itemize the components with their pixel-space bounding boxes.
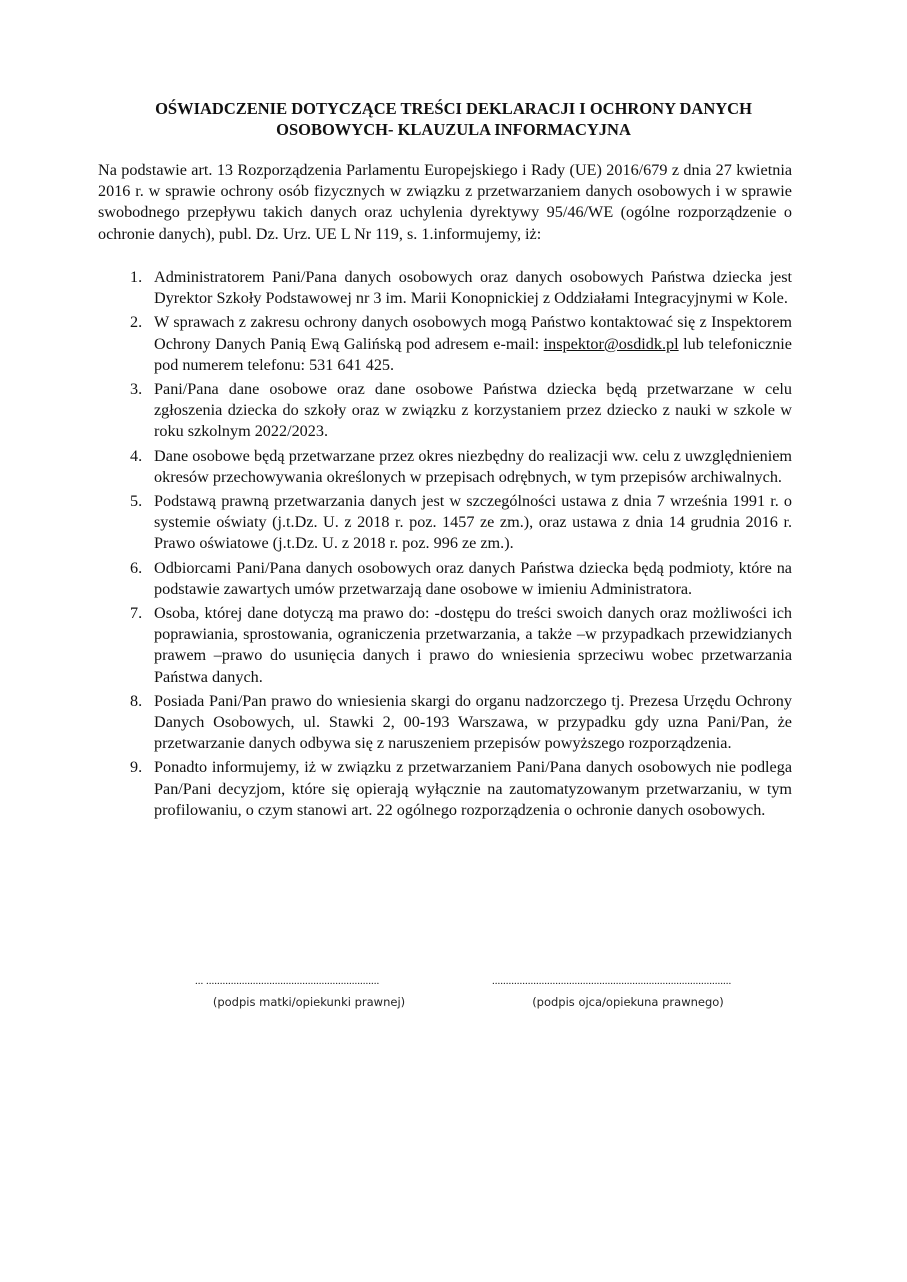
document-title — [100, 98, 807, 140]
mother-signature-block — [195, 975, 423, 1009]
clause-item-3 — [98, 379, 792, 443]
clause-item-5 — [98, 491, 792, 555]
clause-text: Odbiorcami Pani/Pana danych osobowych oraz danych Państwa dziecka będą podmioty, które na podstawie zawartych umów przetwarzają dane osobowe w imieniu Administratora. — [154, 558, 792, 598]
clause-text: Posiada Pani/Pan prawo do wniesienia skargi do organu nadzorczego tj. Prezesa Urzędu Ochrony Danych Osobowych, ul. Stawki 2, 00-193 Warszawa, w przypadku gdy uzna Pani/Pan, że przetwarzanie danych odbywa się z naruszeniem przepisów powyższego rozporządzenia. — [154, 691, 792, 753]
clause-item-7 — [98, 603, 792, 688]
clause-item-8 — [98, 691, 792, 755]
clause-item-4 — [98, 446, 792, 488]
clause-text: Administratorem Pani/Pana danych osobowych oraz danych osobowych Państwa dziecka jest Dyrektor Szkoły Podstawowej nr 3 im. Marii Konopnickiej z Oddziałami Integracyjnymi w Kole. — [154, 268, 792, 308]
clause-text: Dane osobowe będą przetwarzane przez okres niezbędny do realizacji ww. celu z uwzględnieniem okresów przechowywania określonych w przepisach odrębnych, w tym przepisów archiwalnych. — [154, 446, 792, 486]
clause-number: 2. — [130, 313, 143, 332]
clause-text-after: lub telefonicznie pod numerem telefonu: 531 641 425. — [154, 334, 792, 374]
clause-number: 1. — [130, 268, 143, 286]
clause-number: 4. — [130, 446, 143, 465]
email-link[interactable]: inspektor@osdidk.pl — [543, 334, 679, 353]
clause-number: 9. — [130, 758, 143, 777]
clause-item-1 — [98, 267, 792, 309]
father-signature-caption: (podpis ojca/opiekuna prawnego) — [532, 995, 724, 1009]
intro-paragraph: Na podstawie art. 13 Rozporządzenia Parlamentu Europejskiego i Rady (UE) 2016/679 z dnia 27 kwietnia 2016 r. w sprawie ochrony osób fizycznych w związku z przetwarzaniem danych osobowych i w sprawie swobodnego przepływu takich danych oraz uchylenia dyrektywy 95/46/WE (ogólne rozporządzenie o ochronie danych), publ. Dz. Urz. UE L Nr 119, s. 1.informujemy, iż: — [98, 161, 792, 243]
clause-text: Pani/Pana dane osobowe oraz dane osobowe Państwa dziecka będą przetwarzane w celu zgłoszenia dziecka do szkoły oraz w związku z korzystaniem przez dziecko z nauki w szkole w roku szkolnym 2022/2023. — [154, 380, 792, 441]
title-line-2: OSOBOWYCH- KLAUZULA INFORMACYJNA — [276, 120, 631, 139]
clause-number: 8. — [130, 691, 143, 710]
father-signature-line: ....................................................................................... — [492, 975, 732, 987]
signature-area — [0, 975, 907, 1035]
clause-number: 5. — [130, 492, 143, 511]
clause-list — [98, 267, 792, 824]
clause-item-9 — [98, 757, 792, 821]
clause-number: 6. — [130, 558, 143, 577]
mother-signature-line: ... ............................................................... — [195, 975, 380, 987]
clause-number: 7. — [130, 604, 143, 623]
title-line-1: OŚWIADCZENIE DOTYCZĄCE TREŚCI DEKLARACJI I OCHRONY DANYCH — [155, 99, 752, 118]
mother-signature-caption: (podpis matki/opiekunki prawnej) — [212, 995, 406, 1009]
clause-item-2 — [98, 312, 792, 376]
clause-item-6 — [98, 558, 792, 600]
clause-text: Osoba, której dane dotyczą ma prawo do: -dostępu do treści swoich danych oraz możliwości ich poprawiania, sprostowania, ograniczenia przetwarzania, a także –w przypadkach przewidzianych prawem –prawo do usunięcia danych i prawo do wniesienia sprzeciwu wobec przetwarzania Państwa danych. — [154, 604, 792, 686]
clause-text: Podstawą prawną przetwarzania danych jest w szczególności ustawa z dnia 7 września 1991 r. o systemie oświaty (j.t.Dz. U. z 2018 r. poz. 1457 ze zm.), oraz ustawa z dnia 14 grudnia 2016 r. Prawo oświatowe (j.t.Dz. U. z 2018 r. poz. 996 ze zm.). — [154, 492, 792, 553]
clause-text-before: W sprawach z zakresu ochrony danych osobowych mogą Państwo kontaktować się z Inspektorem Ochrony Danych Panią Ewą Galińską pod adresem e-mail: — [154, 313, 792, 353]
father-signature-block — [492, 975, 764, 1009]
clause-number: 3. — [130, 380, 143, 399]
clause-text: Ponadto informujemy, iż w związku z przetwarzaniem Pani/Pana danych osobowych nie podlega Pan/Pani decyzjom, które się opierają wyłącznie na zautomatyzowanym przetwarzaniu, w tym profilowaniu, o czym stanowi art. 22 ogólnego rozporządzenia o ochronie danych osobowych. — [154, 758, 792, 819]
